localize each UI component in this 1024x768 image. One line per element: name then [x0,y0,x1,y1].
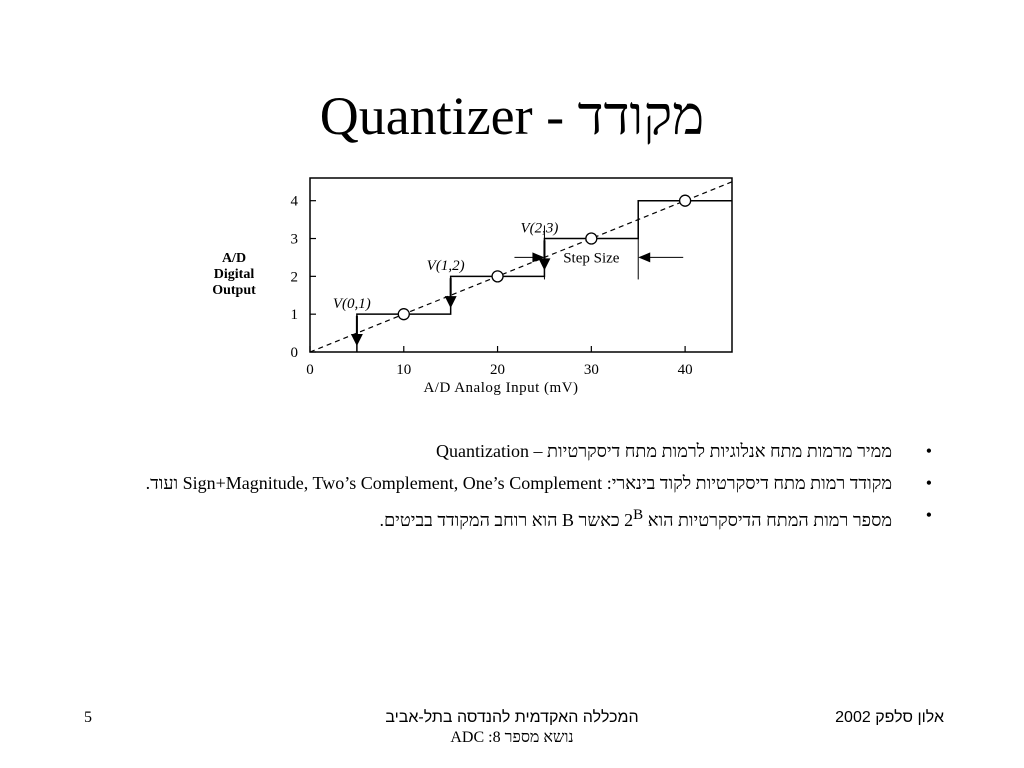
midpoint-marker [492,271,503,282]
midpoint-marker [398,309,409,320]
power-base: 2 [624,510,634,530]
bullet-dot: • [925,473,932,493]
footer-topic: נושא מספר 8: ADC [450,729,574,746]
bullet-1-hebrew: ממיר מרמות מתח אנלוגיות לרמות מתח דיסקרטיות [547,441,892,461]
midpoint-marker [586,233,597,244]
y-tick-label: 4 [290,193,298,210]
bullet-3-power [624,507,644,530]
bullet-1-latin: Quantization – [436,441,543,461]
x-tick-label: 30 [583,362,599,378]
bullet-item-encoding [96,470,932,496]
title-latin: Quantizer [319,86,533,146]
step-size-arrow-right-head [638,252,650,262]
quantizer-chart [192,150,752,410]
dashed-ideal-line [310,182,732,352]
y-axis-label-line: Digital [213,267,255,282]
title-separator: - [546,86,565,146]
y-tick-label: 2 [290,269,298,286]
x-tick-label: 20 [490,362,506,378]
footer-institution [300,708,724,748]
footer-institution-name: המכללה האקדמית להנדסה בתל-אביב [385,709,639,726]
bullet-dot: • [925,505,932,525]
bullet-3-hebrew-mid: כאשר [578,510,620,530]
bullet-2-hebrew-start: מקודד רמות מתח דיסקרטיות לקוד בינארי: [606,473,892,493]
y-axis-label-line: A/D [221,251,247,266]
plot-frame [310,178,732,352]
bullet-3-hebrew-end: הוא רוחב המקודד בביטים. [379,510,558,530]
step-size-label: Step Size [563,250,620,267]
x-tick-label: 0 [306,362,314,378]
threshold-label: V(1,2) [426,258,465,275]
bullet-item-levels [96,502,932,533]
y-tick-label: 1 [290,307,298,324]
bullet-item-quantization [96,438,932,464]
y-tick-label: 0 [290,345,298,361]
bullet-3-variable: B [561,510,574,530]
threshold-label: V(0,1) [332,296,371,312]
bullet-list [96,438,932,539]
x-tick-label: 40 [677,362,693,378]
threshold-arrow-head [351,334,363,346]
x-axis-label: A/D Analog Input (mV) [423,380,579,396]
page-number: 5 [84,709,92,726]
y-axis-label [212,251,256,298]
threshold-arrow-head [445,296,457,308]
bullet-3-hebrew-start: מספר רמות המתח הדיסקרטיות הוא [647,510,892,530]
bullet-dot: • [925,441,932,461]
power-exponent: B [633,507,644,523]
slide-title [0,80,1024,152]
footer-author: אלון סלפק 2002 [835,709,944,726]
y-axis-label-line: Output [212,283,256,298]
y-tick-label: 3 [290,231,298,248]
threshold-label: V(2,3) [520,220,559,237]
title-hebrew: מקודד [577,86,705,146]
x-tick-label: 10 [396,362,412,378]
bullet-2-latin: Sign+Magnitude, Two’s Complement, One’s Complement [182,473,603,493]
midpoint-marker [680,195,691,206]
bullet-2-hebrew-end: ועוד. [145,473,179,493]
